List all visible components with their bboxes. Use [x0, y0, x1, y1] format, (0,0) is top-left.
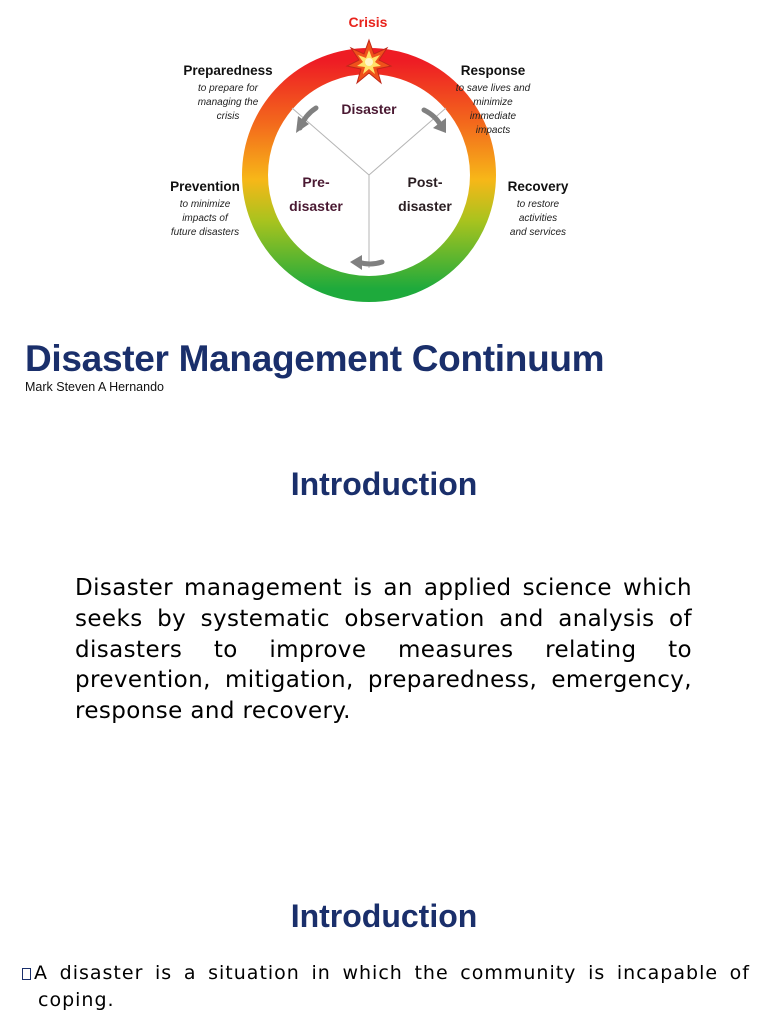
response-desc-line: to save lives and: [455, 83, 531, 94]
prevention-title: Prevention: [170, 179, 240, 194]
crisis-label: Crisis: [348, 14, 388, 30]
arrow-head-3-icon: [350, 255, 362, 270]
prevention-desc: [150, 198, 260, 240]
author-name: Mark Steven A Hernando: [25, 380, 164, 394]
post-disaster-line-1: Post-: [407, 174, 443, 190]
preparedness-desc-line: crisis: [216, 111, 240, 122]
response-desc-line: impacts: [475, 125, 511, 136]
recovery-desc-line: to restore: [516, 199, 560, 210]
section-heading-introduction: Introduction: [290, 466, 478, 502]
post-disaster-line-2: disaster: [398, 198, 452, 214]
response-desc: [440, 82, 546, 138]
bullet-box-icon: [22, 968, 31, 980]
bullet-item: [22, 960, 750, 1014]
preparedness-title: Preparedness: [183, 63, 273, 78]
preparedness-desc: [160, 82, 296, 124]
preparedness-desc-line: managing the: [197, 97, 259, 108]
preparedness-label: [160, 63, 296, 124]
recovery-desc-line: and services: [509, 227, 567, 238]
response-title: Response: [460, 63, 526, 78]
pre-disaster-line-1: Pre-: [302, 174, 330, 190]
response-desc-line: immediate: [469, 111, 517, 122]
inner-pre-disaster-label: [282, 170, 350, 218]
prevention-label: [150, 179, 260, 240]
inner-disaster-label: Disaster: [341, 101, 397, 117]
prevention-desc-line: future disasters: [170, 227, 240, 238]
document-title: Disaster Management Continuum: [25, 338, 605, 379]
pre-disaster-line-2: disaster: [289, 198, 343, 214]
recovery-desc: [492, 198, 584, 240]
prevention-desc-line: impacts of: [182, 213, 228, 224]
cycle-ring-graphic: [0, 0, 768, 320]
intro-paragraph: Disaster management is an applied science which seeks by systematic observation and analysis of disasters to improve measures relating to prevention, mitigation, preparedness, emergency, response and recovery.: [75, 575, 692, 725]
bullet-text: A disaster is a situation in which the community is incapable of coping.: [34, 962, 750, 1011]
prevention-desc-line: to minimize: [179, 199, 231, 210]
recovery-desc-line: activities: [518, 213, 558, 224]
recovery-title: Recovery: [507, 179, 569, 194]
disaster-cycle-diagram: [0, 0, 768, 320]
preparedness-desc-line: to prepare for: [197, 83, 259, 94]
inner-post-disaster-label: [388, 170, 462, 218]
recovery-label: [492, 179, 584, 240]
response-desc-line: minimize: [473, 97, 513, 108]
section-heading-introduction-2: Introduction: [290, 898, 478, 934]
arrow-disaster-to-post-icon: [424, 110, 441, 126]
response-label: [440, 63, 546, 138]
